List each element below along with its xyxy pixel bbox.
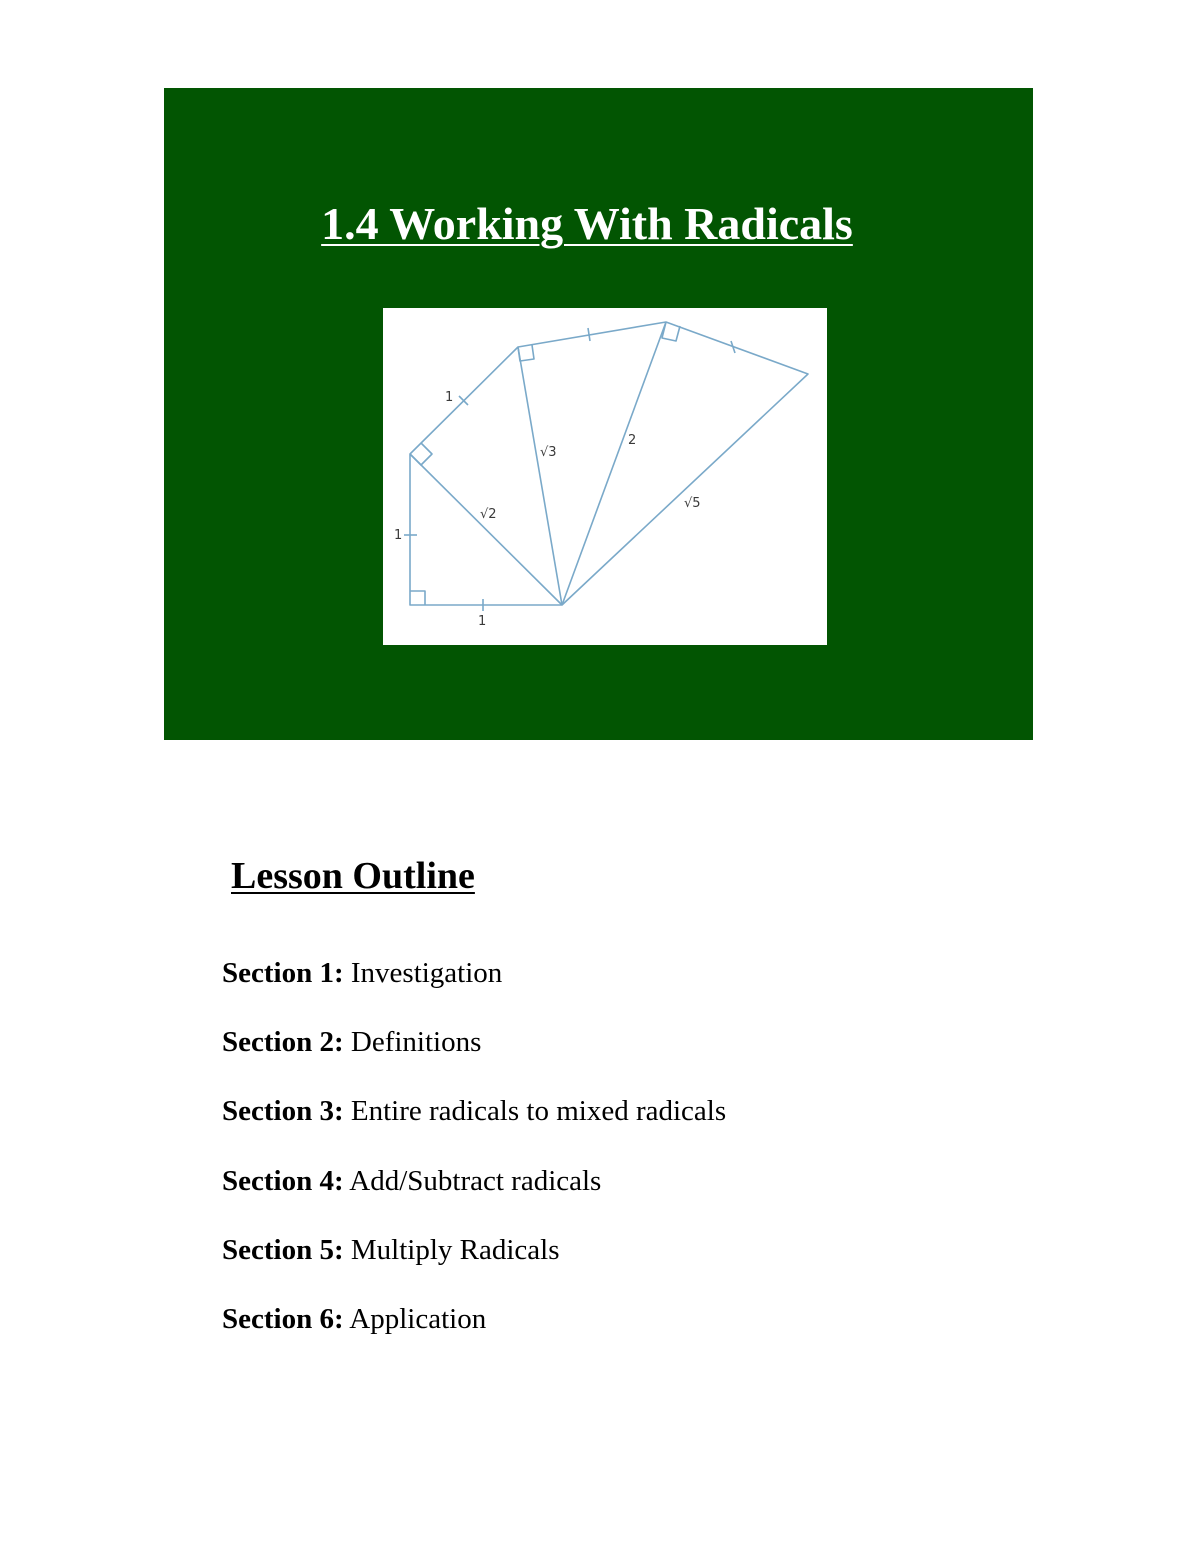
label-root5: √5 [684,496,701,511]
label-leg-bottom: 1 [478,614,487,629]
label-leg-vertical: 1 [394,528,403,543]
right-angle-marker-bottom [410,591,425,605]
hypotenuse-root2 [410,454,562,605]
section-label: Section 5: [222,1233,344,1266]
section-label: Section 6: [222,1302,344,1335]
label-two: 2 [628,433,637,448]
section-item-5 [222,1231,1122,1300]
section-text: Add/Subtract radicals [343,1164,602,1197]
label-root2: √2 [480,507,497,522]
lesson-outline-heading: Lesson Outline [231,855,475,897]
section-text: Application [343,1302,487,1335]
section-label: Section 3: [222,1095,344,1128]
section-item-3 [222,1092,1122,1161]
hypotenuse-two [562,322,666,605]
right-angle-marker-left [410,443,432,465]
page-title: 1.4 Working With Radicals [321,198,853,249]
outer-edges [410,322,808,605]
section-item-2 [222,1023,1122,1092]
radical-spiral-figure [383,308,827,645]
label-root3: √3 [540,445,557,460]
section-list [222,954,1122,1369]
section-text: Investigation [343,957,503,989]
section-item-4 [222,1162,1122,1231]
section-text: Entire radicals to mixed radicals [343,1095,727,1128]
label-leg-upper-left: 1 [445,390,454,405]
radical-spiral-diagram [383,308,827,645]
section-label: Section 4: [222,1164,344,1197]
right-angle-marker-right [662,322,680,341]
section-text: Definitions [343,1026,482,1059]
tick-top [588,328,590,341]
section-label: Section 1: [222,957,344,989]
section-item-6 [222,1300,1122,1369]
section-text: Multiply Radicals [343,1233,560,1266]
section-item-1 [222,954,1122,1023]
hypotenuse-root3 [518,347,562,605]
section-label: Section 2: [222,1026,344,1059]
